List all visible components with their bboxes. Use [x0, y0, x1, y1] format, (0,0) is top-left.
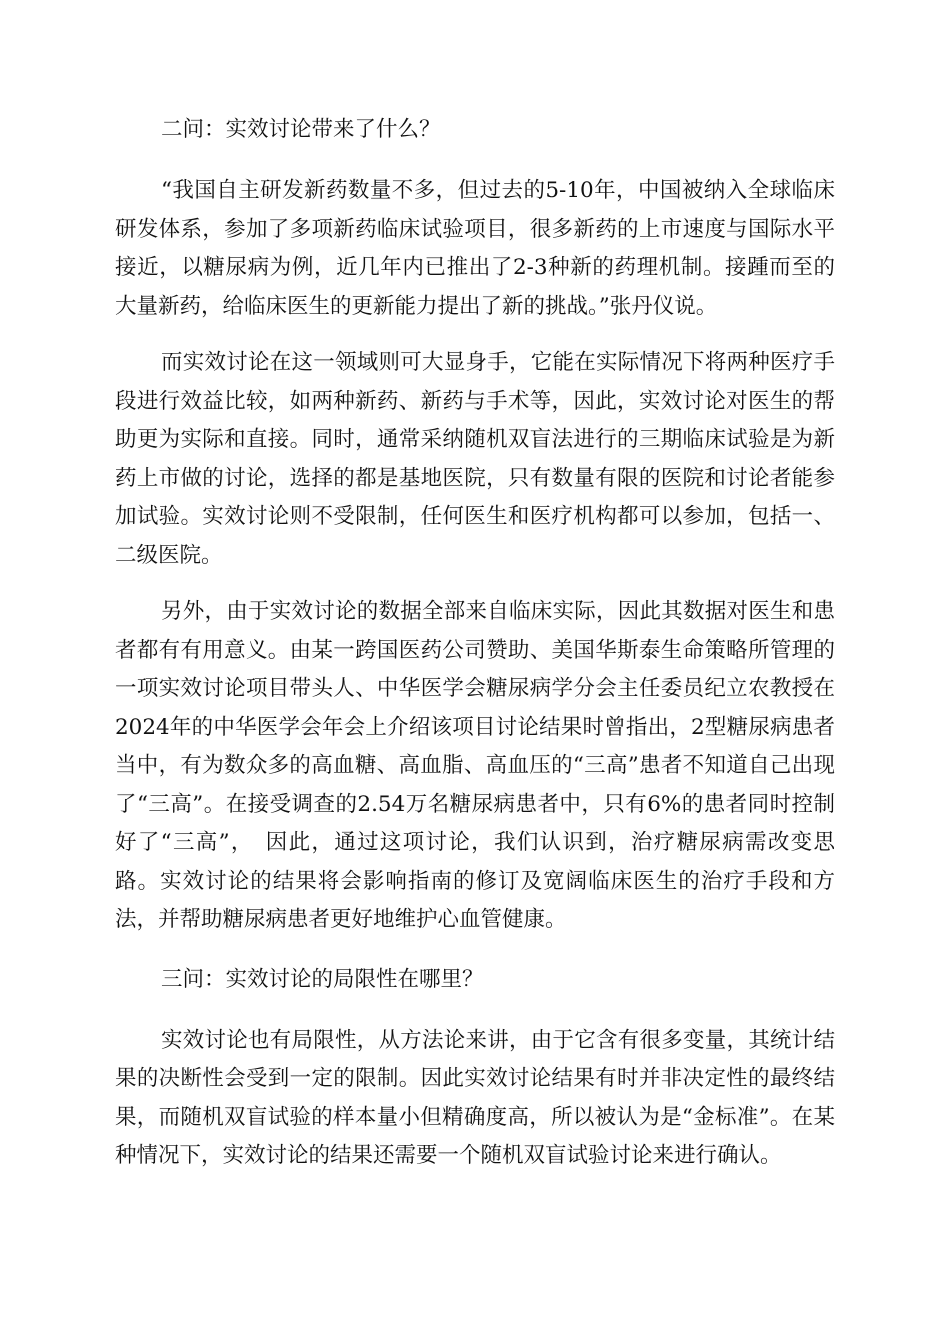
paragraph-advantages: 而实效讨论在这一领域则可大显身手，它能在实际情况下将两种医疗手段进行效益比较，如两种新药、新药与手术等，因此，实效讨论对医生的帮助更为实际和直接。同时，通常采纳随机双盲法进行的三期临床试验是为新药上市做的讨论，选择的都是基地医院，只有数量有限的医院和讨论者能参加试验。实效讨论则不受限制，任何医生和医疗机构都可以参加，包括一、二级医院。: [115, 350, 835, 568]
section-heading-3: 三问：实效讨论的局限性在哪里？: [161, 966, 484, 992]
paragraph-data-value: 另外，由于实效讨论的数据全部来自临床实际，因此其数据对医生和患者都有有用意义。由某一跨国医药公司赞助、美国华斯泰生命策略所管理的一项实效讨论项目带头人、中华医学会糖尿病学分会主任委员纪立农教授在2024年的中华医学会年会上介绍该项目讨论结果时曾指出，2型糖尿病患者当中，有为数众多的高血糖、高血脂、高血压的“三高”患者不知道自己出现了“三高”。在接受调查的2.54万名糖尿病患者中，只有6%的患者同时控制好了“三高”， 因此，通过这项讨论，我们认识到，治疗糖尿病需改变思路。实效讨论的结果将会影响指南的修订及宽阔临床医生的治疗手段和方法，并帮助糖尿病患者更好地维护心血管健康。: [115, 599, 835, 932]
paragraph-quote: “我国自主研发新药数量不多，但过去的5-10年，中国被纳入全球临床研发体系，参加了多项新药临床试验项目，很多新药的上市速度与国际水平接近，以糖尿病为例，近几年内已推出了2-3种新的药理机制。接踵而至的大量新药，给临床医生的更新能力提出了新的挑战。”张丹仪说。: [115, 178, 835, 319]
document-page: [115, 108, 835, 1194]
paragraph-limitations: 实效讨论也有局限性，从方法论来讲，由于它含有很多变量，其统计结果的决断性会受到一定的限制。因此实效讨论结果有时并非决定性的最终结果，而随机双盲试验的样本量小但精确度高，所以被认为是“金标准”。在某种情况下，实效讨论的结果还需要一个随机双盲试验讨论来进行确认。: [115, 1027, 835, 1168]
section-heading-2: 二问：实效讨论带来了什么？: [161, 117, 441, 142]
